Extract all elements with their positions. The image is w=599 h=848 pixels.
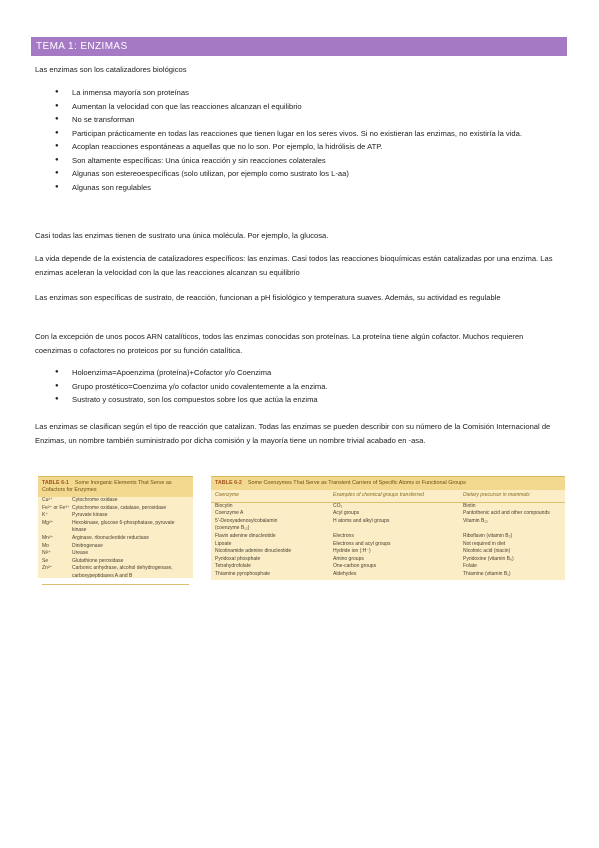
table-bottom-rule	[42, 584, 189, 585]
paragraph-specificity: Las enzimas son específicas de sustrato, de reacción, funcionan a pH fisiológico y temperatura suaves. Además, su actividad es regulable	[35, 293, 501, 302]
table-row	[211, 563, 565, 571]
table-cell: Tetrahydrofolate	[215, 563, 251, 570]
table-cell: Cytochrome oxidase	[72, 497, 118, 503]
list-item: ● Participan prácticamente en todas las reacciones que tienen lugar en los seres vivos. Si no existieran las enzimas, no existiría la vida.	[35, 127, 560, 141]
table-row	[38, 543, 193, 551]
table-cell: Ni²⁺	[42, 550, 52, 557]
table-cell: Hexokinase, glucose 6-phosphatase, pyruvate kinase	[72, 519, 175, 534]
properties-list	[35, 86, 560, 194]
list-item: ● Sustrato y cosustrato, son los compuestos sobre los que actúa la enzima	[35, 393, 560, 407]
table-caption	[38, 477, 193, 497]
table-title: Some Coenzymes That Serve as Transient Carriers of Specific Atoms or Functional Groups	[247, 480, 466, 486]
table-cell	[333, 525, 463, 533]
table-cell: Lipoate	[215, 540, 232, 547]
table-cell: Electrons and acyl groups	[333, 540, 391, 547]
table-label: TABLE 6-1	[42, 480, 69, 486]
table-cell: Pyruvate kinase	[72, 512, 108, 519]
table-caption	[211, 477, 565, 490]
list-item: ● No se transforman	[35, 113, 560, 127]
table-cell: Glutathione peroxidase	[72, 557, 124, 564]
list-item: ● Algunas son estereoespecíficas (solo utilizan, por ejemplo como sustrato los L-aa)	[35, 167, 560, 181]
table-cell: Arginase, ribonucleotide reductase	[72, 534, 149, 541]
table-row	[211, 525, 565, 533]
table-cell: Aldehydes	[333, 570, 357, 577]
table-cell: Coenzyme A	[215, 510, 244, 517]
table-cell: Acyl groups	[333, 510, 360, 517]
table-row	[38, 520, 193, 535]
table-header-row	[211, 490, 565, 503]
table-label: TABLE 6-2	[215, 480, 242, 486]
table-cell: Zn²⁺	[42, 565, 53, 572]
table-cell: One-carbon groups	[333, 563, 377, 570]
table-cell: Biocytin	[215, 502, 233, 509]
table-row	[211, 533, 565, 541]
list-item: ● Grupo prostético=Coenzima y/o cofactor unido covalentemente a la enzima.	[35, 380, 560, 394]
table-cell: Urease	[72, 550, 89, 557]
table-6-2-image	[211, 476, 565, 580]
table-row	[38, 550, 193, 558]
table-cell: Not required in diet	[463, 540, 506, 547]
table-cell: Cytochrome oxidase, catalase, peroxidase	[72, 504, 167, 511]
table-cell: (coenzyme B₁₂)	[215, 525, 250, 532]
table-cell: Hydride ion (:H⁻)	[333, 548, 371, 555]
table-cell: H atoms and alkyl groups	[333, 517, 390, 524]
table-cell: Thiamine pyrophosphate	[215, 570, 271, 577]
table-row	[211, 556, 565, 564]
table-cell: Mo	[42, 542, 49, 549]
table-cell: Pantothenic acid and other compounds	[463, 510, 550, 517]
paragraph-classification: Las enzimas se clasifican según el tipo de reacción que catalizan. Todas las enzimas se pueden describir con su número de la Comisión Internacional de Enzimas, un nombre también suministrado por dicha comisión y la mayoría tiene un nombre trivial acabado en -asa.	[35, 422, 551, 445]
table-cell: Carbonic anhydrase, alcohol dehydrogenase, carboxypeptidases A and B	[72, 565, 173, 579]
table-cell: Pyridoxal phosphate	[215, 555, 261, 562]
table-row	[211, 510, 565, 518]
table-row	[211, 503, 565, 511]
paragraph-life: La vida depende de la existencia de catalizadores específicos: las enzimas. Casi todos las reacciones bioquímicas están catalizadas por una enzima. Las enzimas aceleran la velocidad con la que las reacciones alcanzan su equilibrio	[35, 254, 553, 277]
table-row	[38, 558, 193, 566]
table-cell: Riboflavin (vitamin B₂)	[463, 532, 513, 539]
table-title: Some Inorganic Elements That Serve as Cofactors for Enzymes	[42, 480, 172, 493]
column-header: Dietary precursor in mammals	[463, 492, 530, 498]
table-cell: Flavin adenine dinucleotide	[215, 532, 276, 539]
table-cell: Pyridoxine (vitamin B₆)	[463, 555, 514, 562]
table-cell: Fe²⁺ or Fe³⁺	[42, 504, 70, 511]
list-item: ● Aumentan la velocidad con que las reacciones alcanzan el equilibrio	[35, 100, 560, 114]
list-item: ● Acoplan reacciones espontáneas a aquellas que no lo son. Por ejemplo, la hidrólisis de ATP.	[35, 140, 560, 154]
table-cell: Se	[42, 557, 49, 564]
list-item: ● Holoenzima=Apoenzima (proteína)+Cofactor y/o Coenzima	[35, 366, 560, 380]
column-header: Coenzyme	[215, 492, 239, 498]
table-row	[211, 541, 565, 549]
table-cell: K⁺	[42, 512, 48, 519]
definitions-list	[35, 366, 560, 407]
table-row	[211, 571, 565, 579]
table-row	[38, 535, 193, 543]
table-cell: 5'-Deoxyadenosylcobalamin	[215, 517, 278, 524]
table-cell: Mn²⁺	[42, 534, 54, 541]
table-cell: Nicotinic acid (niacin)	[463, 548, 511, 555]
table-cell: Mg²⁺	[42, 519, 54, 526]
table-cell	[463, 525, 561, 533]
table-cell: CO₂	[333, 502, 343, 509]
table-cell: Biotin	[463, 502, 476, 509]
list-item: ● Son altamente específicas: Una única reacción y sin reacciones colaterales	[35, 154, 560, 168]
table-row	[38, 565, 193, 580]
table-cell: Dinitrogenase	[72, 542, 103, 549]
table-cell: Cu²⁺	[42, 497, 53, 503]
section-title: TEMA 1: ENZIMAS	[31, 37, 567, 56]
table-6-1-image	[38, 476, 193, 578]
table-row	[211, 518, 565, 526]
table-cell: Folate	[463, 563, 477, 570]
table-cell: Thiamine (vitamin B₁)	[463, 570, 511, 577]
list-item: ● La inmensa mayoría son proteínas	[35, 86, 560, 100]
paragraph-proteins: Con la excepción de unos pocos ARN catalíticos, todos las enzimas conocidas son proteínas. La proteína tiene algún cofactor. Muchos requieren coenzimas o cofactores no proteicos por su función catalítica.	[35, 332, 524, 355]
table-cell: Nicotinamide adenine dinucleotide	[215, 548, 292, 555]
table-row	[38, 497, 193, 505]
table-row	[211, 548, 565, 556]
column-header: Examples of chemical groups transferred	[333, 492, 424, 498]
table-row	[38, 505, 193, 513]
intro-paragraph: Las enzimas son los catalizadores biológicos	[35, 65, 187, 74]
table-row	[38, 512, 193, 520]
paragraph-substrate: Casi todas las enzimas tienen de sustrato una única molécula. Por ejemplo, la glucosa.	[35, 231, 329, 240]
list-item: ● Algunas son regulables	[35, 181, 560, 195]
table-cell: Vitamin B₁₂	[463, 517, 488, 524]
table-cell: Amino groups	[333, 555, 364, 562]
table-cell: Electrons	[333, 532, 354, 539]
